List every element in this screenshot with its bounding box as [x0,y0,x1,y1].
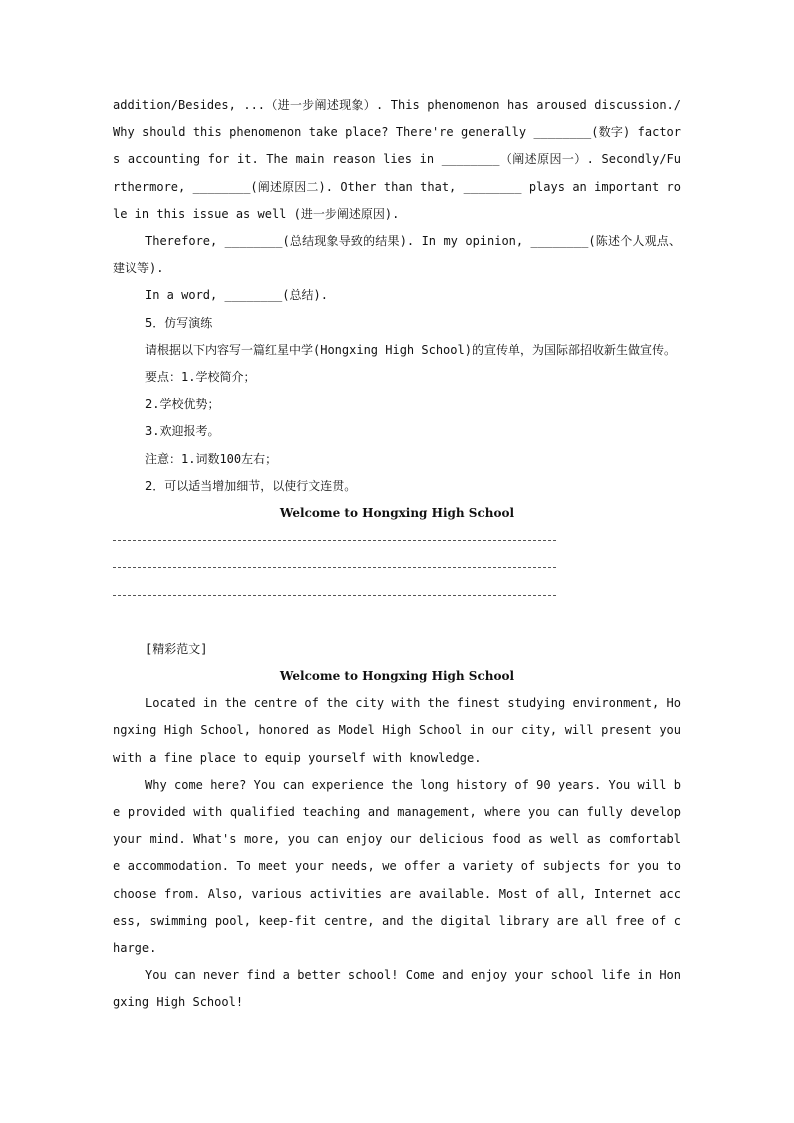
template-paragraph-1: addition/Besides, ...（进一步阐述现象）. This phenomenon has aroused discussion./Why should this phenomenon take place? There're generally ________(数字) factors accounting for it. The main reason lies in ________（阐述原因一）. Secondly/Furthermore, ________(阐述原因二). Other than that, ________ plays an important role in this issue as well (进一步阐述原因). [113,98,681,221]
writing-line-3 [113,582,681,609]
model-title: Welcome to Hongxing High School [279,669,515,684]
points-label: 要点：1.学校简介； [145,370,256,385]
writing-line-2 [113,554,681,581]
writing-line-1 [113,527,681,554]
point-3: 3.欢迎报考。 [145,424,220,439]
model-paragraph-2: Why come here? You can experience the long history of 90 years. You will be provided with qualified teaching and management, where you can fully develop your mind. What's more, you can enjoy our delicious food as well as comfortable accommodation. To meet your needs, we offer a variety of subjects for you to choose from. Also, various activities are available. Most of all, Internet access, swimming pool, keep-fit centre, and the digital library are all free of charge. [113,777,681,956]
exercise-instruction: 请根据以下内容写一篇红星中学(Hongxing High School)的宣传单，为国际部招收新生做宣传。 [145,342,676,357]
spacer [113,609,681,636]
point-2: 2.学校优势； [145,397,220,412]
exercise-title: Welcome to Hongxing High School [279,506,515,521]
template-paragraph-2: Therefore, ________(总结现象导致的结果). In my opinion, ________(陈述个人观点、建议等). [113,234,681,276]
note-2: 2．可以适当增加细节，以使行文连贯。 [145,478,357,493]
exercise-heading: 5．仿写演练 [145,315,213,330]
model-label: [精彩范文] [145,641,208,656]
document-page [113,92,681,1017]
template-paragraph-3: In a word, ________(总结). [145,288,328,303]
model-paragraph-1: Located in the centre of the city with the finest studying environment, Hongxing High School, honored as Model High School in our city, will present you with a fine place to equip yourself with knowledge. [113,696,681,765]
model-paragraph-3: You can never find a better school! Come and enjoy your school life in Hongxing High School! [113,968,681,1010]
notes-label: 注意：1.词数100左右； [145,451,278,466]
